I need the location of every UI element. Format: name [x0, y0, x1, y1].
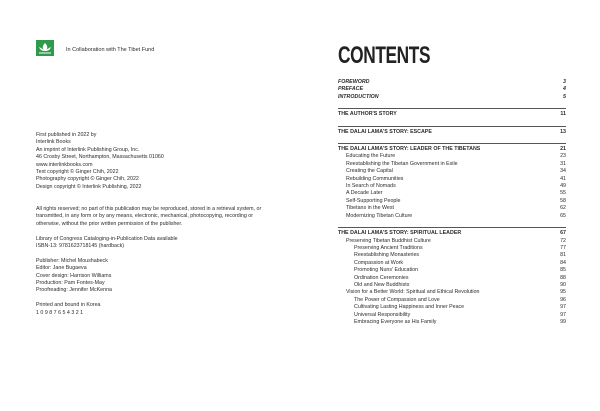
toc-entry[interactable]: Vision for a Better World: Spiritual and Ethical Revolution 95 [346, 289, 566, 296]
toc-entry[interactable]: Preserving Tibetan Buddhist Culture 72 [346, 237, 566, 244]
imprint-line: Interlink Books [36, 139, 71, 146]
toc-entry[interactable]: Ordination Ceremonies 88 [354, 274, 566, 281]
cip-line: Library of Congress Cataloging-in-Publication Data available [36, 235, 178, 242]
toc-entry-foreword[interactable]: FOREWORD 3 [338, 79, 566, 85]
toc-entry[interactable]: Universal Responsibility 97 [354, 311, 566, 318]
contents-title: CONTENTS [338, 42, 431, 69]
credit-line: Proofreading: Jennifer McKenna [36, 287, 112, 294]
toc-entry[interactable]: A Decade Later 55 [346, 190, 566, 197]
toc-entry-spiritual-leader[interactable]: THE DALAI LAMA'S STORY: SPIRITUAL LEADER 67 [338, 227, 566, 237]
toc-entry-authors-story[interactable]: THE AUTHOR'S STORY 11 [338, 108, 566, 118]
imprint-line: First published in 2022 by [36, 132, 97, 138]
toc-entry[interactable]: Preserving Ancient Traditions 77 [354, 244, 566, 251]
print-line: 1 0 9 8 7 6 5 4 3 2 1 [36, 309, 84, 316]
toc-entry[interactable]: Modernizing Tibetan Culture 65 [346, 212, 566, 219]
toc-entry[interactable]: Promoting Nuns' Education 85 [354, 267, 566, 274]
toc-entry[interactable]: Creating the Capital 34 [346, 168, 566, 175]
imprint-line: Design copyright © Interlink Publishing, 2022 [36, 183, 142, 190]
toc-entry[interactable]: Old and New Buddhists 90 [354, 281, 566, 288]
toc-entry[interactable]: The Power of Compassion and Love 96 [354, 296, 566, 303]
toc-entry-preface[interactable]: PREFACE 4 [338, 86, 566, 93]
credit-line: Cover design: Harrison Williams [36, 272, 112, 279]
toc-entry-leader[interactable]: THE DALAI LAMA'S STORY: LEADER OF THE TIBETANS 21 [338, 143, 566, 153]
imprint-line: An imprint of Interlink Publishing Group, Inc. [36, 146, 140, 153]
imprint-line: Photography copyright © Ginger Chih, 2022 [36, 176, 139, 183]
toc-entry[interactable]: Rebuilding Communities 41 [346, 175, 566, 182]
toc-entry[interactable]: Embracing Everyone as His Family 99 [354, 318, 566, 325]
lotus-icon [36, 40, 54, 56]
toc-entry[interactable]: Tibetans in the West 62 [346, 205, 566, 212]
toc-entry[interactable]: Cultivating Lasting Happiness and Inner Peace 97 [354, 304, 566, 311]
credit-line: Production: Pam Fontes-May [36, 280, 105, 287]
toc-entry[interactable]: Self-Supporting People 58 [346, 197, 566, 204]
cip-line: ISBN-13: 9781623718145 (hardback) [36, 243, 125, 250]
collaboration-note: In Collaboration with The Tibet Fund [66, 47, 155, 53]
toc-entry[interactable]: In Search of Nomads 49 [346, 183, 566, 190]
copyright-block [36, 132, 286, 317]
credit-line: Editor: Jane Bugaeva [36, 265, 87, 272]
toc-entry[interactable]: Educating the Future 23 [346, 153, 566, 160]
toc-entry-introduction[interactable]: INTRODUCTION 5 [338, 93, 566, 100]
toc-entry[interactable]: Compassion at Work 84 [354, 259, 566, 266]
toc-entry[interactable]: Reestablishing Monasteries 81 [354, 252, 566, 259]
tibet-fund-logo [36, 40, 54, 56]
credit-line: Publisher: Michel Moushabeck [36, 257, 108, 264]
table-of-contents [338, 79, 566, 326]
toc-entry-escape[interactable]: THE DALAI LAMA'S STORY: ESCAPE 13 [338, 126, 566, 136]
imprint-line: Text copyright © Ginger Chih, 2022 [36, 169, 119, 176]
print-line: Printed and bound in Korea [36, 302, 101, 309]
rights-statement: All rights reserved; no part of this publication may be reproduced, stored in a retrieval system, or transmitted, in any form or by any means, electronic, mechanical, photocopying, recording or otherwise, without the prior written permission of the publisher. [36, 206, 262, 227]
imprint-line: 46 Crosby Street, Northampton, Massachusetts 01060 [36, 154, 164, 161]
imprint-line: www.interlinkbooks.com [36, 161, 93, 168]
toc-entry[interactable]: Reestablishing the Tibetan Government in Exile 31 [346, 160, 566, 167]
